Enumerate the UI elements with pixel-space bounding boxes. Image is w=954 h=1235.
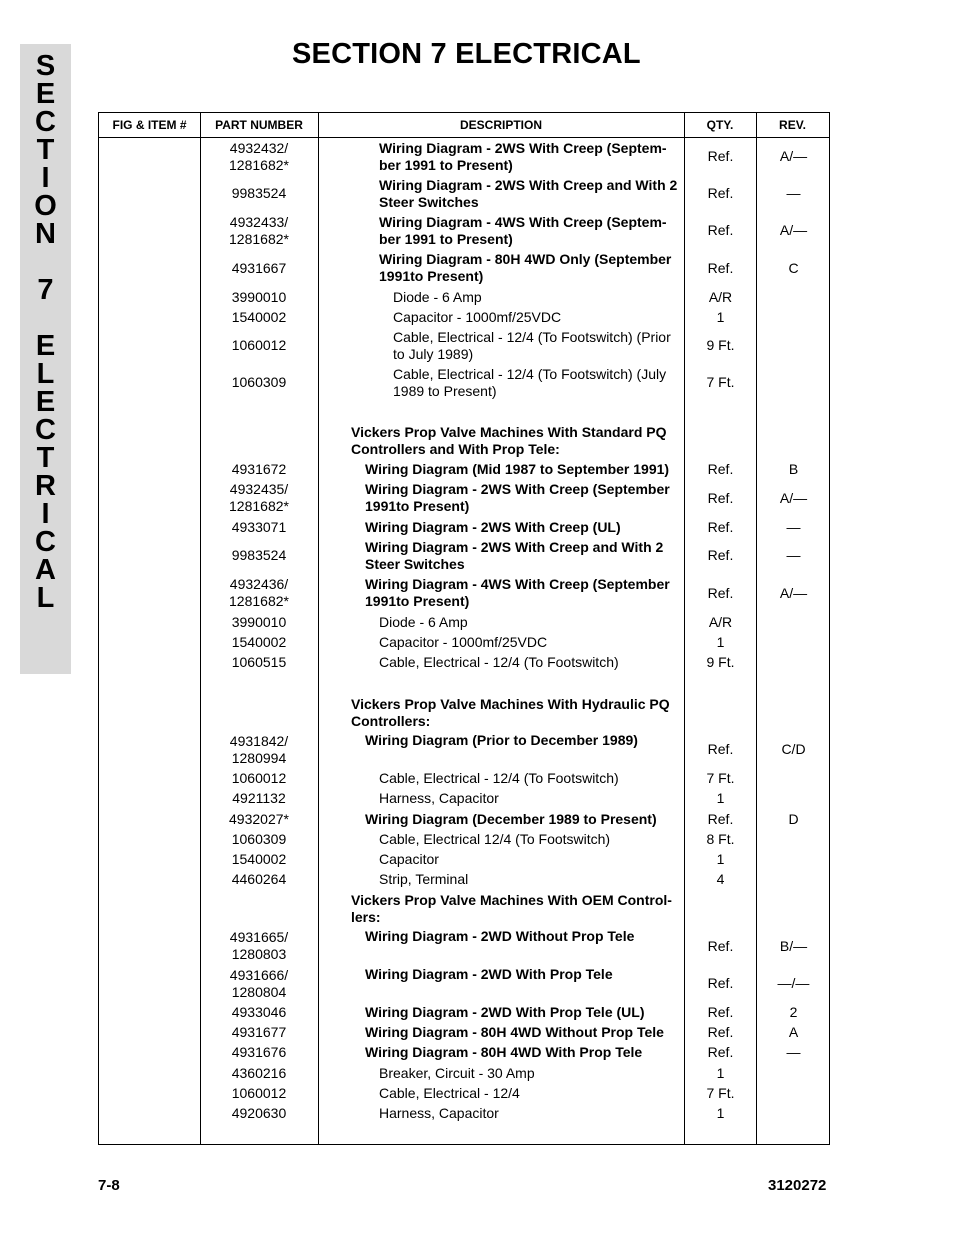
rev-cell xyxy=(757,1063,830,1083)
table-row xyxy=(99,652,829,672)
description-cell: Cable, Electrical 12/4 (To Footswitch) xyxy=(379,830,611,847)
qty-cell: 9 Ft. xyxy=(706,653,735,670)
rev-cell: A/— xyxy=(779,489,808,506)
table-row xyxy=(99,612,829,632)
part-number-cell: 3990010 xyxy=(231,288,287,305)
description-cell: Strip, Terminal xyxy=(379,871,469,887)
side-tab-letter: T xyxy=(36,442,55,474)
table-row xyxy=(99,965,829,1002)
qty-cell: 7 Ft. xyxy=(706,769,735,786)
side-tab-letter: L xyxy=(36,358,55,390)
table-row xyxy=(99,890,829,927)
table-row xyxy=(99,927,829,965)
rev-cell: B xyxy=(788,460,799,477)
part-number-cell: 3990010 xyxy=(231,613,287,630)
rev-cell xyxy=(757,632,830,652)
description-cell: Harness, Capacitor xyxy=(379,790,499,806)
qty-cell: Ref. xyxy=(707,584,734,601)
rev-cell: C xyxy=(788,259,799,276)
qty-cell: Ref. xyxy=(707,741,734,757)
rev-cell: 2 xyxy=(789,1003,798,1020)
table-row xyxy=(99,327,829,364)
qty-cell xyxy=(685,422,756,459)
side-tab-letter: C xyxy=(35,106,56,138)
part-number-cell: 4920630 xyxy=(231,1105,287,1121)
side-tab-letter: 7 xyxy=(37,274,54,306)
rev-cell: — xyxy=(786,547,801,563)
rev-cell: B/— xyxy=(779,937,808,954)
rev-cell xyxy=(757,694,830,731)
section-side-tab xyxy=(20,44,71,674)
table-row xyxy=(99,1042,829,1063)
header-fig-item: FIG & ITEM # xyxy=(112,118,187,132)
table-row xyxy=(99,307,829,327)
part-number-cell xyxy=(200,890,318,927)
table-row xyxy=(99,829,829,849)
qty-cell: Ref. xyxy=(707,1044,734,1060)
qty-cell: 1 xyxy=(716,850,725,867)
description-cell: Wiring Diagram - 2WS With Creep (Septem- ber 1991 to Present) xyxy=(379,139,667,173)
qty-cell: 1 xyxy=(716,790,725,806)
description-cell: Vickers Prop Valve Machines With Standard PQ Controllers and With Prop Tele: xyxy=(351,423,667,457)
side-tab-letter: E xyxy=(35,386,56,418)
rev-cell xyxy=(757,652,830,672)
qty-cell: Ref. xyxy=(707,185,734,201)
rev-cell xyxy=(757,768,830,788)
table-row xyxy=(99,768,829,788)
rev-cell: —/— xyxy=(777,975,810,991)
header-part-number: PART NUMBER xyxy=(215,118,303,132)
qty-cell: 1 xyxy=(716,633,725,650)
part-number-cell: 4360216 xyxy=(231,1064,287,1081)
rev-cell xyxy=(757,612,830,632)
description-cell: Wiring Diagram - 2WD Without Prop Tele xyxy=(365,928,635,944)
table-row xyxy=(99,364,829,401)
side-tab-letter: C xyxy=(35,526,56,558)
part-number-cell: 1060309 xyxy=(231,830,287,847)
rev-cell xyxy=(757,869,830,890)
description-cell: Wiring Diagram - 2WD With Prop Tele xyxy=(365,966,613,982)
description-cell: Vickers Prop Valve Machines With Hydraulic PQ Controllers: xyxy=(351,695,670,729)
qty-cell: A/R xyxy=(708,613,733,630)
part-number-cell: 1540002 xyxy=(231,308,287,325)
qty-cell: Ref. xyxy=(707,148,734,164)
qty-cell: 1 xyxy=(716,308,725,325)
rev-cell: A xyxy=(788,1023,799,1040)
header-description: DESCRIPTION xyxy=(459,118,542,132)
description-cell: Wiring Diagram - 80H 4WD Only (September 1991to Present) xyxy=(379,251,672,284)
rev-cell xyxy=(757,1103,830,1124)
rev-cell xyxy=(757,788,830,809)
rev-cell xyxy=(757,327,830,364)
description-cell: Cable, Electrical - 12/4 (To Footswitch) (July 1989 to Present) xyxy=(393,365,667,399)
side-tab-letter: T xyxy=(36,134,55,166)
side-tab-letter: E xyxy=(35,78,56,110)
side-tab-letter xyxy=(20,248,71,276)
description-cell: Wiring Diagram - 2WS With Creep (September 1991to Present) xyxy=(365,481,670,514)
description-cell: Cable, Electrical - 12/4 (To Footswitch) xyxy=(379,653,619,670)
qty-cell: Ref. xyxy=(707,259,734,276)
table-row xyxy=(99,517,829,537)
part-number-cell: 1060012 xyxy=(231,337,287,353)
description-cell: Wiring Diagram (Prior to December 1989) xyxy=(365,732,638,748)
description-cell: Wiring Diagram - 2WS With Creep and With 2 Steer Switches xyxy=(379,176,678,210)
part-number-cell: 1060012 xyxy=(231,769,287,786)
description-cell: Capacitor - 1000mf/25VDC xyxy=(393,308,562,325)
rev-cell xyxy=(757,287,830,307)
part-number-cell: 4932435/ 1281682* xyxy=(229,481,289,514)
part-number-cell: 1540002 xyxy=(231,850,287,867)
qty-cell xyxy=(685,890,756,927)
side-tab-letter: O xyxy=(34,190,57,222)
rev-cell xyxy=(757,364,830,401)
qty-cell: 1 xyxy=(716,1105,725,1121)
side-tab-letter: E xyxy=(35,330,56,362)
table-row xyxy=(99,869,829,890)
table-row xyxy=(99,249,829,287)
qty-cell xyxy=(685,694,756,731)
side-tab-letter: A xyxy=(35,554,56,586)
qty-cell: 1 xyxy=(716,1064,725,1081)
description-cell: Cable, Electrical - 12/4 xyxy=(379,1084,520,1101)
description-cell: Wiring Diagram - 2WD With Prop Tele (UL) xyxy=(365,1003,645,1020)
rev-cell xyxy=(757,890,830,927)
part-number-cell: 9983524 xyxy=(231,185,287,201)
rev-cell: D xyxy=(788,810,799,827)
description-cell: Cable, Electrical - 12/4 (To Footswitch) xyxy=(379,769,619,786)
side-tab-letter: C xyxy=(35,414,56,446)
rev-cell xyxy=(757,1083,830,1103)
part-number-cell: 1060309 xyxy=(231,374,287,390)
part-number-cell: 4931666/ 1280804 xyxy=(229,966,289,1000)
qty-cell: 9 Ft. xyxy=(706,337,735,353)
part-number-cell: 4921132 xyxy=(232,790,286,806)
description-cell: Wiring Diagram - 4WS With Creep (Septem- ber 1991 to Present) xyxy=(379,213,667,247)
page-title: SECTION 7 ELECTRICAL xyxy=(292,38,641,70)
table-row xyxy=(99,574,829,612)
description-cell: Cable, Electrical - 12/4 (To Footswitch) (Prior to July 1989) xyxy=(393,328,671,362)
rev-cell: — xyxy=(786,185,801,201)
table-row xyxy=(99,212,829,249)
table-row xyxy=(99,694,829,731)
qty-cell: Ref. xyxy=(707,460,734,477)
part-number-cell xyxy=(200,694,318,731)
qty-cell: Ref. xyxy=(707,489,734,506)
rev-cell: A/— xyxy=(779,148,808,164)
table-row xyxy=(99,1083,829,1103)
side-tab-letter: S xyxy=(35,50,56,82)
document-number: 3120272 xyxy=(768,1177,827,1194)
part-number-cell xyxy=(200,422,318,459)
qty-cell: Ref. xyxy=(707,1023,734,1040)
table-row xyxy=(99,632,829,652)
rev-cell xyxy=(757,849,830,869)
description-cell: Capacitor xyxy=(379,850,439,867)
table-row xyxy=(99,1022,829,1042)
rev-cell: A/— xyxy=(779,222,808,238)
side-tab-letter: L xyxy=(36,582,55,614)
rev-cell xyxy=(757,307,830,327)
table-row xyxy=(99,175,829,212)
part-number-cell: 4932436/ 1281682* xyxy=(229,576,289,609)
description-cell: Wiring Diagram (December 1989 to Present) xyxy=(365,810,657,827)
table-row xyxy=(99,537,829,574)
description-cell: Capacitor - 1000mf/25VDC xyxy=(379,633,548,650)
table-row xyxy=(99,138,829,175)
rev-cell xyxy=(757,422,830,459)
description-cell: Wiring Diagram - 80H 4WD Without Prop Tele xyxy=(365,1023,664,1040)
side-tab-letter: I xyxy=(41,162,50,194)
qty-cell: Ref. xyxy=(707,975,734,991)
table-row xyxy=(99,479,829,517)
qty-cell: Ref. xyxy=(707,937,734,954)
part-number-cell: 4933046 xyxy=(231,1003,287,1020)
parts-table xyxy=(98,112,830,1145)
qty-cell: Ref. xyxy=(707,222,734,238)
rev-cell: A/— xyxy=(779,584,808,601)
table-row xyxy=(99,1002,829,1022)
qty-cell: Ref. xyxy=(707,1003,734,1020)
part-number-cell: 1060012 xyxy=(231,1084,287,1101)
description-cell: Vickers Prop Valve Machines With OEM Control- lers: xyxy=(351,891,672,925)
qty-cell: Ref. xyxy=(707,810,734,827)
part-number-cell: 1060515 xyxy=(231,653,287,670)
header-rev: REV. xyxy=(779,118,806,132)
description-cell: Wiring Diagram (Mid 1987 to September 1991) xyxy=(365,460,670,477)
part-number-cell: 9983524 xyxy=(231,547,287,563)
qty-cell: Ref. xyxy=(707,547,734,563)
part-number-cell: 4932433/ 1281682* xyxy=(229,213,289,247)
header-qty: QTY. xyxy=(706,118,734,132)
page-number: 7-8 xyxy=(98,1177,120,1194)
part-number-cell: 4932027* xyxy=(229,810,289,827)
table-row xyxy=(99,1103,829,1124)
rev-cell: — xyxy=(786,1044,801,1060)
side-tab-letter: I xyxy=(41,498,50,530)
description-cell: Wiring Diagram - 2WS With Creep (UL) xyxy=(365,518,621,535)
rev-cell: — xyxy=(786,518,801,535)
qty-cell: 7 Ft. xyxy=(706,1084,735,1101)
table-row xyxy=(99,287,829,307)
part-number-cell: 4460264 xyxy=(231,871,287,887)
table-row xyxy=(99,849,829,869)
table-row xyxy=(99,459,829,479)
description-cell: Wiring Diagram - 4WS With Creep (September 1991to Present) xyxy=(365,576,670,609)
side-tab-letter: R xyxy=(35,470,56,502)
qty-cell: A/R xyxy=(708,288,733,305)
part-number-cell: 4931842/ 1280994 xyxy=(229,732,289,766)
qty-cell: Ref. xyxy=(707,518,734,535)
description-cell: Harness, Capacitor xyxy=(379,1105,499,1121)
table-row xyxy=(99,731,829,768)
part-number-cell: 4932432/ 1281682* xyxy=(229,139,289,173)
qty-cell: 4 xyxy=(716,871,725,887)
table-row xyxy=(99,809,829,829)
qty-cell: 8 Ft. xyxy=(706,830,735,847)
part-number-cell: 4931676 xyxy=(231,1044,287,1060)
table-row xyxy=(99,1063,829,1083)
description-cell: Diode - 6 Amp xyxy=(393,288,482,305)
description-cell: Diode - 6 Amp xyxy=(379,613,468,630)
side-tab-letter: N xyxy=(35,218,56,250)
side-tab-letter xyxy=(20,304,71,332)
part-number-cell: 1540002 xyxy=(231,633,287,650)
description-cell: Wiring Diagram - 80H 4WD With Prop Tele xyxy=(365,1044,643,1060)
rev-cell xyxy=(757,829,830,849)
part-number-cell: 4933071 xyxy=(231,518,287,535)
part-number-cell: 4931677 xyxy=(231,1023,287,1040)
part-number-cell: 4931665/ 1280803 xyxy=(229,929,289,962)
part-number-cell: 4931667 xyxy=(231,259,287,276)
table-row xyxy=(99,422,829,459)
side-tab-letters xyxy=(20,52,71,612)
qty-cell: 7 Ft. xyxy=(706,374,735,390)
rev-cell: C/D xyxy=(781,741,806,757)
description-cell: Wiring Diagram - 2WS With Creep and With 2 Steer Switches xyxy=(365,538,664,572)
table-row xyxy=(99,788,829,809)
description-cell: Breaker, Circuit - 30 Amp xyxy=(379,1064,535,1081)
part-number-cell: 4931672 xyxy=(231,460,287,477)
